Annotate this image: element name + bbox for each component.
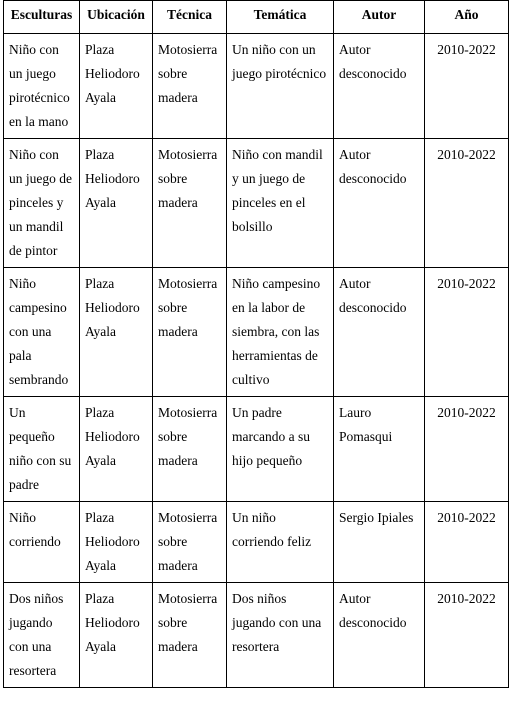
cell-tematica: Niño con mandil y un juego de pinceles en el bolsillo	[227, 139, 334, 268]
cell-autor: Autor desconocido	[334, 139, 425, 268]
cell-ubicacion: Plaza Heliodoro Ayala	[80, 268, 153, 397]
cell-escultura: Niño corriendo	[4, 502, 80, 583]
cell-anio: 2010-2022	[425, 397, 509, 502]
cell-tematica: Un niño con un juego pirotécnico	[227, 34, 334, 139]
cell-tematica: Niño campesino en la labor de siembra, con las herramientas de cultivo	[227, 268, 334, 397]
cell-ubicacion: Plaza Heliodoro Ayala	[80, 139, 153, 268]
cell-tecnica: Motosierra sobre madera	[153, 397, 227, 502]
cell-anio: 2010-2022	[425, 34, 509, 139]
cell-escultura: Niño con un juego de pinceles y un mandil de pintor	[4, 139, 80, 268]
cell-tecnica: Motosierra sobre madera	[153, 34, 227, 139]
cell-ubicacion: Plaza Heliodoro Ayala	[80, 502, 153, 583]
table-row	[4, 583, 509, 688]
table-row	[4, 268, 509, 397]
sculptures-table	[3, 0, 509, 688]
table-row	[4, 397, 509, 502]
cell-autor: Sergio Ipiales	[334, 502, 425, 583]
cell-tematica: Dos niños jugando con una resortera	[227, 583, 334, 688]
header-tecnica: Técnica	[153, 1, 227, 34]
cell-ubicacion: Plaza Heliodoro Ayala	[80, 34, 153, 139]
cell-anio: 2010-2022	[425, 139, 509, 268]
cell-ubicacion: Plaza Heliodoro Ayala	[80, 583, 153, 688]
cell-autor: Autor desconocido	[334, 34, 425, 139]
cell-escultura: Niño con un juego pirotécnico en la mano	[4, 34, 80, 139]
cell-escultura: Un pequeño niño con su padre	[4, 397, 80, 502]
cell-tematica: Un niño corriendo feliz	[227, 502, 334, 583]
cell-autor: Autor desconocido	[334, 268, 425, 397]
cell-autor: Lauro Pomasqui	[334, 397, 425, 502]
cell-anio: 2010-2022	[425, 268, 509, 397]
cell-escultura: Dos niños jugando con una resortera	[4, 583, 80, 688]
cell-ubicacion: Plaza Heliodoro Ayala	[80, 397, 153, 502]
cell-tecnica: Motosierra sobre madera	[153, 502, 227, 583]
cell-tematica: Un padre marcando a su hijo pequeño	[227, 397, 334, 502]
table-header-row	[4, 1, 509, 34]
cell-autor: Autor desconocido	[334, 583, 425, 688]
table-row	[4, 139, 509, 268]
table-row	[4, 502, 509, 583]
cell-tecnica: Motosierra sobre madera	[153, 583, 227, 688]
header-autor: Autor	[334, 1, 425, 34]
cell-tecnica: Motosierra sobre madera	[153, 139, 227, 268]
header-anio: Año	[425, 1, 509, 34]
sculptures-table-container	[3, 0, 509, 688]
cell-anio: 2010-2022	[425, 583, 509, 688]
header-tematica: Temática	[227, 1, 334, 34]
header-esculturas: Esculturas	[4, 1, 80, 34]
header-ubicacion: Ubicación	[80, 1, 153, 34]
cell-anio: 2010-2022	[425, 502, 509, 583]
table-row	[4, 34, 509, 139]
cell-escultura: Niño campesino con una pala sembrando	[4, 268, 80, 397]
cell-tecnica: Motosierra sobre madera	[153, 268, 227, 397]
